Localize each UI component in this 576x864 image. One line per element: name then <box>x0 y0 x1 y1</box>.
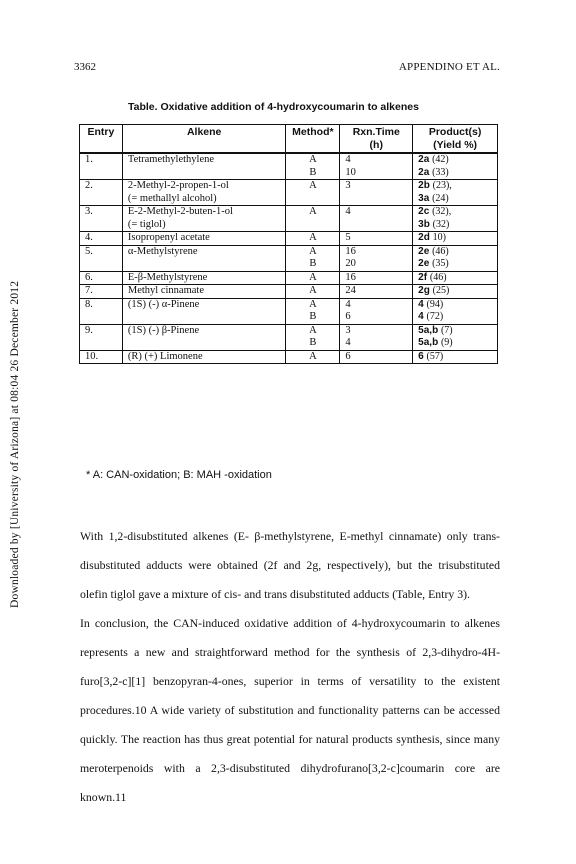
table-footnote: * A: CAN-oxidation; B: MAH -oxidation <box>86 469 272 481</box>
cell-time-line: 4 <box>345 337 351 348</box>
product-yield: (57) <box>426 350 444 362</box>
paragraph: With 1,2-disubstituted alkenes (E- β-methylstyrene, E-methyl cinnamate) only trans-disubstituted adducts were obtained (2f and 2g, respectively), but the trisubstituted olefin tiglol gave a mixture of cis- and trans disubstituted adducts (Table, Entry 3). <box>80 529 500 601</box>
cell-alkene-line: α-Methylstyrene <box>127 245 198 257</box>
cell-method <box>286 245 340 271</box>
product-yield: (23), <box>432 180 452 191</box>
cell-product <box>413 206 498 232</box>
cell-product <box>413 350 498 364</box>
product-line <box>418 325 497 338</box>
cell-entry-line: 6. <box>85 271 93 283</box>
cell-time <box>340 324 413 350</box>
cell-method-line: A <box>309 154 317 165</box>
product-id: 2d <box>418 232 430 243</box>
cell-alkene <box>122 298 286 324</box>
cell-alkene <box>122 232 286 246</box>
product-id: 2g <box>418 285 430 296</box>
cell-product <box>413 232 498 246</box>
cell-entry <box>80 324 123 350</box>
header-method: Method* <box>286 125 340 154</box>
running-header: APPENDINO ET AL. <box>398 61 500 73</box>
cell-method-line: B <box>309 258 317 269</box>
header-alkene: Alkene <box>122 125 286 154</box>
cell-alkene <box>122 271 286 285</box>
product-id: 2b <box>418 180 430 191</box>
cell-method <box>286 232 340 246</box>
cell-method-line: A <box>309 324 317 336</box>
product-line <box>418 337 497 350</box>
product-line <box>418 258 497 271</box>
cell-time <box>340 232 413 246</box>
product-id: 6 <box>418 350 424 362</box>
cell-alkene <box>122 153 286 180</box>
product-yield: (7) <box>440 324 453 336</box>
product-line <box>418 299 497 312</box>
product-id: 2e <box>418 258 430 269</box>
product-line <box>418 311 497 324</box>
cell-time-line: 24 <box>345 285 356 296</box>
cell-product <box>413 324 498 350</box>
cell-entry-line: 4. <box>85 232 93 243</box>
cell-entry <box>80 350 123 364</box>
cell-entry <box>80 206 123 232</box>
cell-time <box>340 153 413 180</box>
cell-method <box>286 153 340 180</box>
cell-product <box>413 271 498 285</box>
cell-alkene-line: Tetramethylethylene <box>127 154 215 165</box>
table-row <box>80 271 498 285</box>
table-row <box>80 206 498 232</box>
cell-entry-line: 1. <box>85 154 93 165</box>
cell-time <box>340 245 413 271</box>
cell-entry <box>80 153 123 180</box>
cell-entry <box>80 271 123 285</box>
product-line <box>418 193 497 206</box>
cell-time <box>340 285 413 299</box>
cell-entry-line: 5. <box>85 245 93 257</box>
product-line <box>418 206 497 219</box>
cell-product <box>413 298 498 324</box>
product-yield: (33) <box>432 166 449 178</box>
cell-method <box>286 350 340 364</box>
table-row <box>80 153 498 180</box>
cell-time-line: 3 <box>345 324 351 336</box>
cell-method-line: B <box>309 337 317 348</box>
cell-method-line: A <box>309 298 317 310</box>
product-id: 2f <box>418 271 428 283</box>
cell-alkene <box>122 206 286 232</box>
product-line <box>418 167 497 180</box>
cell-alkene-line: Methyl cinnamate <box>127 285 204 296</box>
cell-time-line: 4 <box>345 298 351 310</box>
cell-alkene <box>122 324 286 350</box>
product-line <box>418 219 497 232</box>
product-yield: (25) <box>432 285 450 296</box>
cell-product <box>413 245 498 271</box>
header-time-line1: Rxn.Time <box>352 126 400 138</box>
cell-method-line: A <box>309 285 317 296</box>
cell-alkene-line: E-2-Methyl-2-buten-1-ol <box>127 206 233 217</box>
product-id: 2e <box>418 245 430 257</box>
header-time-line2: (h) <box>369 138 383 151</box>
cell-product <box>413 153 498 180</box>
cell-time-line: 20 <box>345 258 356 269</box>
cell-method-line: A <box>309 350 317 362</box>
product-yield: (9) <box>440 337 453 348</box>
product-id: 4 <box>418 311 424 322</box>
body-text <box>80 522 500 812</box>
cell-product <box>413 180 498 206</box>
cell-time-line: 10 <box>345 166 356 178</box>
paragraph: In conclusion, the CAN-induced oxidative addition of 4-hydroxycoumarin to alkenes represents a new and straightforward method for the synthesis of 2,3-dihydro-4H-furo[3,2-c][1] benzopyran-4-ones, superior in terms of versatility to the existent procedures.10 A wide variety of substitution and functionality patterns can be accessed quickly. The reaction has thus great potential for natural products synthesis, since many meroterpenoids with a 2,3-disubstituted dihydrofurano[3,2-c]coumarin core are known.11 <box>80 616 500 804</box>
cell-alkene-line: (1S) (-) α-Pinene <box>127 298 200 310</box>
product-line <box>418 154 497 167</box>
cell-alkene <box>122 350 286 364</box>
cell-alkene-line: (1S) (-) β-Pinene <box>127 324 200 336</box>
product-line <box>418 180 497 193</box>
product-id: 5a,b <box>418 337 439 348</box>
cell-time-line: 4 <box>345 154 351 165</box>
product-id: 4 <box>418 298 424 310</box>
product-id: 5a,b <box>418 324 439 336</box>
product-line <box>418 246 497 259</box>
table-caption: Table. Oxidative addition of 4-hydroxycoumarin to alkenes <box>128 101 419 113</box>
cell-method-line: A <box>309 271 317 283</box>
cell-entry-line: 9. <box>85 324 93 336</box>
cell-time-line: 16 <box>345 271 356 283</box>
cell-time-line: 5 <box>345 232 351 243</box>
product-id: 2a <box>418 154 430 165</box>
product-line <box>418 351 497 364</box>
cell-entry <box>80 245 123 271</box>
product-line <box>418 272 497 285</box>
cell-alkene <box>122 245 286 271</box>
cell-entry <box>80 298 123 324</box>
cell-method-line: A <box>309 232 317 243</box>
cell-method-line: A <box>309 245 317 257</box>
product-id: 3b <box>418 218 430 230</box>
results-table <box>79 124 498 364</box>
cell-method <box>286 285 340 299</box>
cell-time-line: 4 <box>345 206 351 217</box>
product-yield: (35) <box>432 258 449 269</box>
cell-entry-line: 10. <box>85 350 99 362</box>
table-row <box>80 232 498 246</box>
cell-time-line: 16 <box>345 245 356 257</box>
product-line <box>418 285 497 298</box>
product-yield: (32) <box>432 218 450 230</box>
header-time <box>340 125 413 154</box>
cell-method-line: B <box>309 311 317 322</box>
product-yield: (32), <box>432 206 452 217</box>
cell-time-line: 6 <box>345 350 351 362</box>
cell-entry-line: 2. <box>85 180 93 191</box>
cell-time <box>340 350 413 364</box>
cell-method <box>286 324 340 350</box>
cell-entry-line: 7. <box>85 285 93 296</box>
header-entry: Entry <box>80 125 123 154</box>
product-id: 2a <box>418 166 430 178</box>
cell-alkene-line: (R) (+) Limonene <box>127 350 203 362</box>
cell-method <box>286 298 340 324</box>
cell-entry <box>80 232 123 246</box>
product-yield: (42) <box>432 154 449 165</box>
table-row <box>80 285 498 299</box>
cell-time-line: 6 <box>345 311 351 322</box>
header-product <box>413 125 498 154</box>
product-line <box>418 232 497 245</box>
product-yield: (24) <box>432 192 449 204</box>
cell-time-line: 3 <box>345 180 351 191</box>
cell-method <box>286 180 340 206</box>
cell-method-line: B <box>309 166 317 178</box>
table-row <box>80 180 498 206</box>
cell-alkene-line: 2-Methyl-2-propen-1-ol <box>127 180 229 191</box>
cell-method <box>286 206 340 232</box>
cell-entry <box>80 180 123 206</box>
product-id: 2c <box>418 206 430 217</box>
cell-entry <box>80 285 123 299</box>
product-yield: (72) <box>426 311 444 322</box>
cell-time <box>340 298 413 324</box>
cell-entry-line: 8. <box>85 298 93 310</box>
cell-alkene <box>122 285 286 299</box>
product-id: 3a <box>418 192 430 204</box>
cell-time <box>340 271 413 285</box>
table-header-row <box>80 125 498 154</box>
cell-time <box>340 206 413 232</box>
product-yield: (46) <box>429 271 447 283</box>
page-number: 3362 <box>74 61 96 73</box>
table-row <box>80 350 498 364</box>
cell-alkene-line: (= tiglol) <box>127 218 166 230</box>
table-row <box>80 245 498 271</box>
header-product-line2: (Yield %) <box>433 138 478 151</box>
cell-alkene-line: (= methallyl alcohol) <box>127 192 217 204</box>
table-row <box>80 298 498 324</box>
cell-method-line: A <box>309 206 317 217</box>
product-yield: 10) <box>432 232 446 243</box>
cell-time <box>340 180 413 206</box>
cell-method-line: A <box>309 180 317 191</box>
product-yield: (46) <box>432 245 449 257</box>
table-row <box>80 324 498 350</box>
product-yield: (94) <box>426 298 444 310</box>
cell-method <box>286 271 340 285</box>
cell-entry-line: 3. <box>85 206 93 217</box>
cell-alkene-line: E-β-Methylstyrene <box>127 271 208 283</box>
cell-product <box>413 285 498 299</box>
cell-alkene <box>122 180 286 206</box>
header-product-line1: Product(s) <box>428 126 482 138</box>
download-watermark-text: Downloaded by [University of Arizona] at 08:04 26 December 2012 <box>9 280 21 608</box>
cell-alkene-line: Isopropenyl acetate <box>127 232 210 243</box>
